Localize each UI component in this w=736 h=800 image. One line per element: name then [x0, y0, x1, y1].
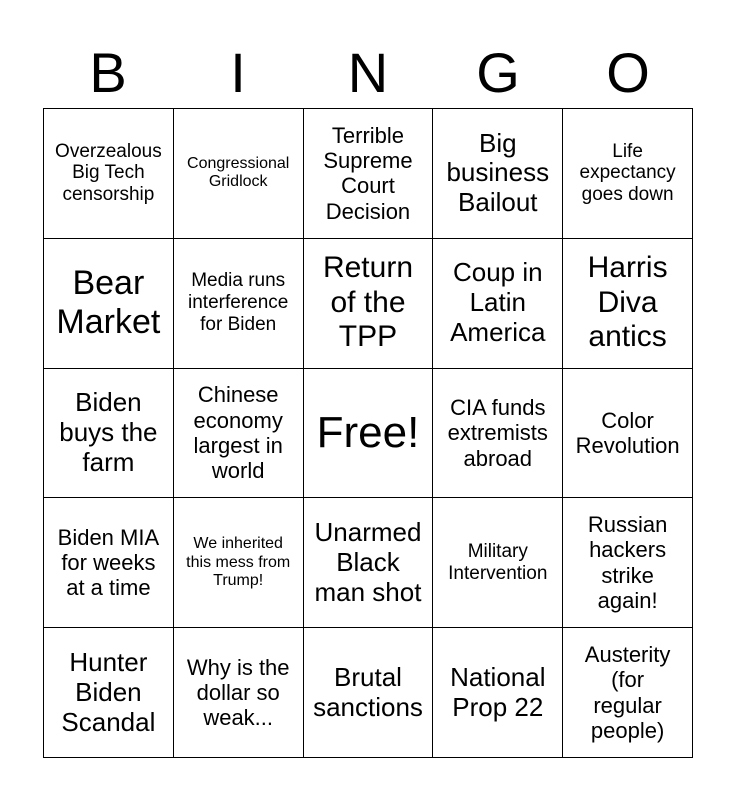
- bingo-cell[interactable]: [304, 628, 434, 758]
- bingo-cell[interactable]: [563, 109, 693, 239]
- header-letter-g: G: [476, 41, 520, 104]
- header-letter-b: B: [89, 41, 127, 104]
- cell-label: Russian hackers strike again!: [587, 512, 668, 614]
- bingo-cell[interactable]: [174, 109, 304, 239]
- bingo-cell[interactable]: [563, 498, 693, 628]
- cell-label: Life expectancy goes down: [579, 140, 676, 206]
- bingo-cell[interactable]: [304, 109, 434, 239]
- bingo-cell[interactable]: [174, 628, 304, 758]
- cell-label: Austerity (for regular people): [584, 642, 671, 743]
- bingo-cell[interactable]: [44, 109, 174, 239]
- bingo-board: [43, 108, 693, 758]
- cell-label: Overzealous Big Tech censorship: [55, 140, 162, 206]
- cell-label: Biden buys the farm: [59, 387, 158, 477]
- bingo-cell[interactable]: [304, 239, 434, 369]
- cell-label: Why is the dollar so weak...: [186, 654, 290, 731]
- cell-label: Military Intervention: [448, 540, 548, 584]
- cell-label: We inherited this mess from Trump!: [186, 535, 291, 589]
- bingo-cell[interactable]: [44, 239, 174, 369]
- bingo-header: [43, 40, 693, 106]
- free-space-label: Free!: [316, 407, 420, 457]
- header-letter-i: I: [230, 41, 246, 104]
- bingo-cell[interactable]: [44, 369, 174, 499]
- bingo-cell[interactable]: [563, 628, 693, 758]
- bingo-cell[interactable]: [563, 239, 693, 369]
- bingo-cell[interactable]: [174, 498, 304, 628]
- cell-label: National Prop 22: [450, 661, 546, 722]
- cell-label: Big business Bailout: [446, 127, 550, 218]
- cell-label: Congressional Gridlock: [187, 155, 290, 191]
- cell-label: CIA funds extremists abroad: [447, 395, 548, 471]
- bingo-cell[interactable]: [433, 628, 563, 758]
- bingo-cell[interactable]: [563, 369, 693, 499]
- cell-label: Chinese economy largest in world: [193, 382, 283, 484]
- cell-label: Media runs interference for Biden: [188, 270, 289, 336]
- cell-label: Brutal sanctions: [313, 661, 423, 722]
- cell-label: Color Revolution: [575, 407, 680, 458]
- cell-label: Bear Market: [56, 264, 161, 342]
- cell-label: Biden MIA for weeks at a time: [57, 524, 160, 601]
- cell-label: Harris Diva antics: [587, 251, 668, 354]
- cell-label: Unarmed Black man shot: [314, 516, 422, 607]
- bingo-cell[interactable]: [174, 239, 304, 369]
- bingo-cell[interactable]: [433, 498, 563, 628]
- bingo-cell[interactable]: [44, 498, 174, 628]
- cell-label: Terrible Supreme Court Decision: [323, 122, 413, 224]
- header-letter-o: O: [606, 41, 650, 104]
- cell-label: Hunter Biden Scandal: [61, 646, 156, 737]
- bingo-cell[interactable]: [433, 239, 563, 369]
- cell-label: Coup in Latin America: [450, 257, 546, 348]
- header-letter-n: N: [347, 41, 389, 104]
- bingo-cell[interactable]: [433, 109, 563, 239]
- bingo-cell[interactable]: [174, 369, 304, 499]
- bingo-cell[interactable]: [304, 498, 434, 628]
- cell-label: Return of the TPP: [322, 251, 413, 354]
- free-space-cell[interactable]: [304, 369, 434, 499]
- bingo-cell[interactable]: [433, 369, 563, 499]
- bingo-cell[interactable]: [44, 628, 174, 758]
